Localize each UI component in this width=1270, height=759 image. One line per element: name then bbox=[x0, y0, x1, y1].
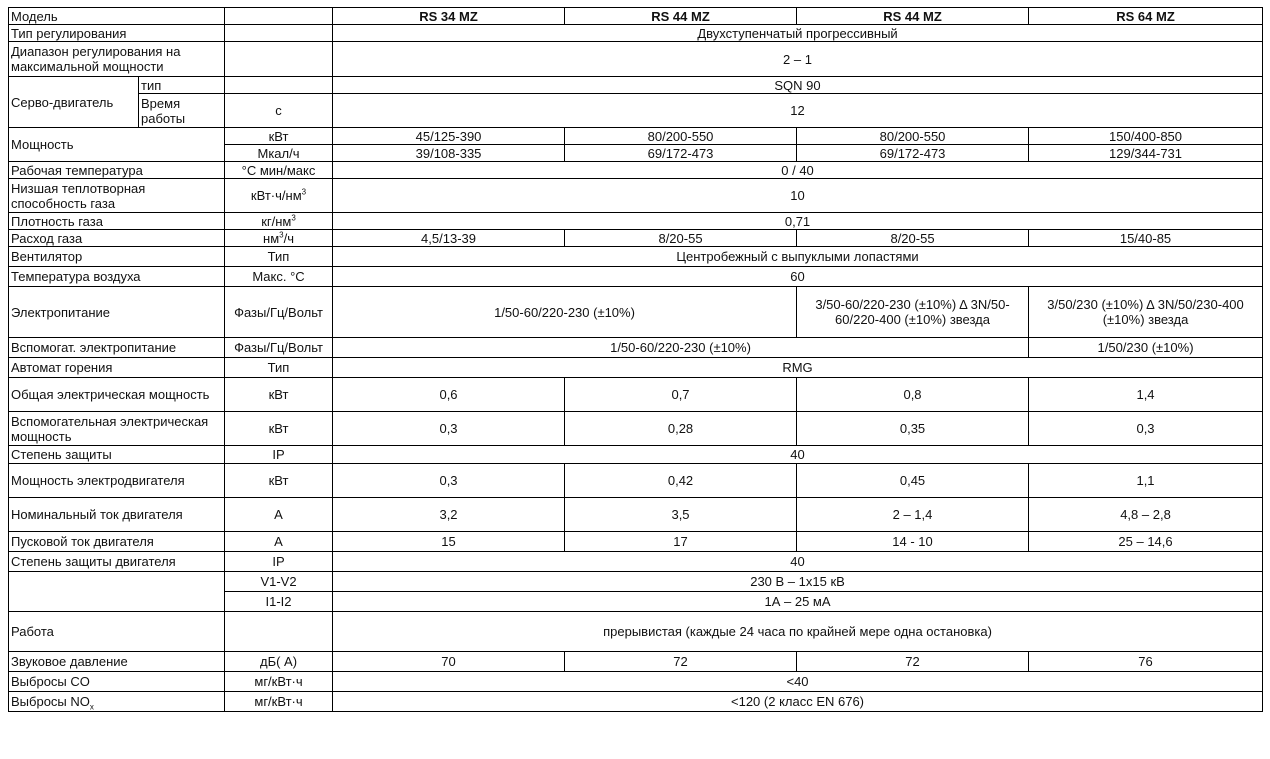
value-cell: 0,45 bbox=[797, 464, 1029, 498]
value-cell: 0,3 bbox=[1029, 412, 1263, 446]
value-cell: 72 bbox=[565, 652, 797, 672]
value-cell: 1,4 bbox=[1029, 378, 1263, 412]
model-rs44mz-a: RS 44 MZ bbox=[565, 8, 797, 25]
regulation-range-row bbox=[9, 42, 1263, 77]
unit-text: кВт·ч/нм bbox=[250, 188, 302, 203]
v12-row bbox=[9, 572, 1263, 592]
row-value: 40 bbox=[333, 446, 1263, 464]
value-cell: 150/400-850 bbox=[1029, 128, 1263, 145]
unit-suffix: /ч bbox=[283, 230, 294, 246]
model-rs64mz: RS 64 MZ bbox=[1029, 8, 1263, 25]
value-cell: 3,2 bbox=[333, 498, 565, 532]
value-cell: 4,5/13-39 bbox=[333, 230, 565, 247]
row-label: Степень защиты двигателя bbox=[9, 552, 225, 572]
row-value: 1/50-60/220-230 (±10%) bbox=[333, 287, 797, 338]
unit-cell: A bbox=[225, 532, 333, 552]
row-value: 2 – 1 bbox=[333, 42, 1263, 77]
value-cell: 15/40-85 bbox=[1029, 230, 1263, 247]
unit-cell: Мкал/ч bbox=[225, 145, 333, 162]
unit-cell: кВт bbox=[225, 464, 333, 498]
value-cell: 1/50/230 (±10%) bbox=[1029, 338, 1263, 358]
value-cell: 80/200-550 bbox=[565, 128, 797, 145]
row-label: Тип регулирования bbox=[9, 25, 225, 42]
row-label: Номинальный ток двигателя bbox=[9, 498, 225, 532]
power-label: Мощность bbox=[9, 128, 225, 162]
row-value: 0 / 40 bbox=[333, 162, 1263, 179]
row-value: 60 bbox=[333, 267, 1263, 287]
servo-type-value: SQN 90 bbox=[333, 77, 1263, 94]
row-label: Диапазон регулирования на максимальной мощности bbox=[9, 42, 225, 77]
nox-label-sub: x bbox=[89, 702, 94, 712]
unit-cell: I1-I2 bbox=[225, 592, 333, 612]
regulation-type-row bbox=[9, 25, 1263, 42]
gas-flow-row bbox=[9, 230, 1263, 247]
row-value: 1А – 25 мА bbox=[333, 592, 1263, 612]
protection-row bbox=[9, 446, 1263, 464]
servo-type-label: тип bbox=[139, 77, 225, 94]
value-cell: 8/20-55 bbox=[797, 230, 1029, 247]
unit-cell: °C мин/макс bbox=[225, 162, 333, 179]
value-cell: 69/172-473 bbox=[797, 145, 1029, 162]
operation-row bbox=[9, 612, 1263, 652]
row-value: Центробежный с выпуклыми лопастями bbox=[333, 247, 1263, 267]
operating-temp-row bbox=[9, 162, 1263, 179]
row-label: Низшая теплотворная способность газа bbox=[9, 179, 225, 213]
air-temp-row bbox=[9, 267, 1263, 287]
unit-cell: Фазы/Гц/Вольт bbox=[225, 287, 333, 338]
unit-cell: кВт bbox=[225, 412, 333, 446]
unit-cell: Фазы/Гц/Вольт bbox=[225, 338, 333, 358]
value-cell: 1,1 bbox=[1029, 464, 1263, 498]
row-label: Звуковое давление bbox=[9, 652, 225, 672]
row-label: Вентилятор bbox=[9, 247, 225, 267]
value-cell: 0,3 bbox=[333, 464, 565, 498]
value-cell: 45/125-390 bbox=[333, 128, 565, 145]
unit-cell: IP bbox=[225, 446, 333, 464]
unit-cell: кВт bbox=[225, 128, 333, 145]
unit-cell bbox=[225, 612, 333, 652]
row-label: Электропитание bbox=[9, 287, 225, 338]
row-label bbox=[9, 692, 225, 712]
row-value: Двухступенчатый прогрессивный bbox=[333, 25, 1263, 42]
row-label: Степень защиты bbox=[9, 446, 225, 464]
row-value: 40 bbox=[333, 552, 1263, 572]
servo-time-value: 12 bbox=[333, 94, 1263, 128]
power-kw-row bbox=[9, 128, 1263, 145]
unit-cell bbox=[225, 179, 333, 213]
unit-cell bbox=[225, 25, 333, 42]
fan-row bbox=[9, 247, 1263, 267]
value-cell: 8/20-55 bbox=[565, 230, 797, 247]
value-cell: 0,35 bbox=[797, 412, 1029, 446]
row-value: RMG bbox=[333, 358, 1263, 378]
value-cell: 0,7 bbox=[565, 378, 797, 412]
servo-time-unit: с bbox=[225, 94, 333, 128]
sound-row bbox=[9, 652, 1263, 672]
unit-cell bbox=[225, 213, 333, 230]
value-cell: 3/50/230 (±10%) Δ 3N/50/230-400 (±10%) звезда bbox=[1029, 287, 1263, 338]
row-value: 10 bbox=[333, 179, 1263, 213]
row-value: 0,71 bbox=[333, 213, 1263, 230]
row-label: Пусковой ток двигателя bbox=[9, 532, 225, 552]
row-label-empty bbox=[9, 572, 225, 612]
unit-sup: 3 bbox=[279, 230, 284, 240]
row-label: Автомат горения bbox=[9, 358, 225, 378]
value-cell: 2 – 1,4 bbox=[797, 498, 1029, 532]
unit-cell: V1-V2 bbox=[225, 572, 333, 592]
value-cell: 3/50-60/220-230 (±10%) Δ 3N/50-60/220-400 (±10%) звезда bbox=[797, 287, 1029, 338]
model-label: Модель bbox=[9, 8, 225, 25]
unit-cell: мг/кВт·ч bbox=[225, 672, 333, 692]
value-cell: 4,8 – 2,8 bbox=[1029, 498, 1263, 532]
value-cell: 17 bbox=[565, 532, 797, 552]
unit-cell: IP bbox=[225, 552, 333, 572]
value-cell: 72 bbox=[797, 652, 1029, 672]
unit-sup: 3 bbox=[291, 213, 296, 223]
row-label: Вспомогат. электропитание bbox=[9, 338, 225, 358]
row-label: Выбросы CO bbox=[9, 672, 225, 692]
value-cell: 0,42 bbox=[565, 464, 797, 498]
nox-label-text: Выбросы NO bbox=[11, 694, 90, 709]
row-label: Температура воздуха bbox=[9, 267, 225, 287]
value-cell: 14 - 10 bbox=[797, 532, 1029, 552]
row-label: Общая электрическая мощность bbox=[9, 378, 225, 412]
flame-control-row bbox=[9, 358, 1263, 378]
row-value: прерывистая (каждые 24 часа по крайней мере одна остановка) bbox=[333, 612, 1263, 652]
unit-cell: Макс. °C bbox=[225, 267, 333, 287]
row-label: Мощность электродвигателя bbox=[9, 464, 225, 498]
servo-type-row bbox=[9, 77, 1263, 94]
value-cell: 3,5 bbox=[565, 498, 797, 532]
unit-cell bbox=[225, 230, 333, 247]
value-cell: 129/344-731 bbox=[1029, 145, 1263, 162]
value-cell: 0,28 bbox=[565, 412, 797, 446]
servo-time-label: Время работы bbox=[139, 94, 225, 128]
unit-cell: мг/кВт·ч bbox=[225, 692, 333, 712]
rated-current-row bbox=[9, 498, 1263, 532]
row-value: 230 В – 1x15 кВ bbox=[333, 572, 1263, 592]
unit-cell bbox=[225, 42, 333, 77]
motor-protection-row bbox=[9, 552, 1263, 572]
row-value: <120 (2 класс EN 676) bbox=[333, 692, 1263, 712]
model-rs34mz: RS 34 MZ bbox=[333, 8, 565, 25]
value-cell: 80/200-550 bbox=[797, 128, 1029, 145]
unit-cell: Тип bbox=[225, 358, 333, 378]
unit-text: кг/нм bbox=[261, 213, 292, 229]
model-rs44mz-b: RS 44 MZ bbox=[797, 8, 1029, 25]
total-el-power-row bbox=[9, 378, 1263, 412]
motor-power-row bbox=[9, 464, 1263, 498]
co-row bbox=[9, 672, 1263, 692]
aux-supply-row bbox=[9, 338, 1263, 358]
row-label: Расход газа bbox=[9, 230, 225, 247]
burner-spec-table bbox=[8, 7, 1263, 712]
header-unit-cell bbox=[225, 8, 333, 25]
row-label: Вспомогательная электрическая мощность bbox=[9, 412, 225, 446]
unit-cell: Тип bbox=[225, 247, 333, 267]
unit-cell bbox=[225, 77, 333, 94]
unit-text: нм bbox=[263, 230, 280, 246]
gas-calorific-row bbox=[9, 179, 1263, 213]
gas-density-row bbox=[9, 213, 1263, 230]
value-cell: 0,3 bbox=[333, 412, 565, 446]
servo-time-row bbox=[9, 94, 1263, 128]
value-cell: 39/108-335 bbox=[333, 145, 565, 162]
value-cell: 69/172-473 bbox=[565, 145, 797, 162]
servo-label: Серво-двигатель bbox=[9, 77, 139, 128]
aux-el-power-row bbox=[9, 412, 1263, 446]
row-value: 1/50-60/220-230 (±10%) bbox=[333, 338, 1029, 358]
unit-cell: A bbox=[225, 498, 333, 532]
start-current-row bbox=[9, 532, 1263, 552]
header-row bbox=[9, 8, 1263, 25]
power-supply-row bbox=[9, 287, 1263, 338]
value-cell: 0,6 bbox=[333, 378, 565, 412]
value-cell: 0,8 bbox=[797, 378, 1029, 412]
nox-row bbox=[9, 692, 1263, 712]
row-label: Плотность газа bbox=[9, 213, 225, 230]
row-value: <40 bbox=[333, 672, 1263, 692]
unit-cell: кВт bbox=[225, 378, 333, 412]
value-cell: 70 bbox=[333, 652, 565, 672]
row-label: Работа bbox=[9, 612, 225, 652]
value-cell: 25 – 14,6 bbox=[1029, 532, 1263, 552]
value-cell: 76 bbox=[1029, 652, 1263, 672]
unit-cell: дБ( A) bbox=[225, 652, 333, 672]
value-cell: 15 bbox=[333, 532, 565, 552]
unit-sup: 3 bbox=[301, 187, 307, 197]
row-label: Рабочая температура bbox=[9, 162, 225, 179]
